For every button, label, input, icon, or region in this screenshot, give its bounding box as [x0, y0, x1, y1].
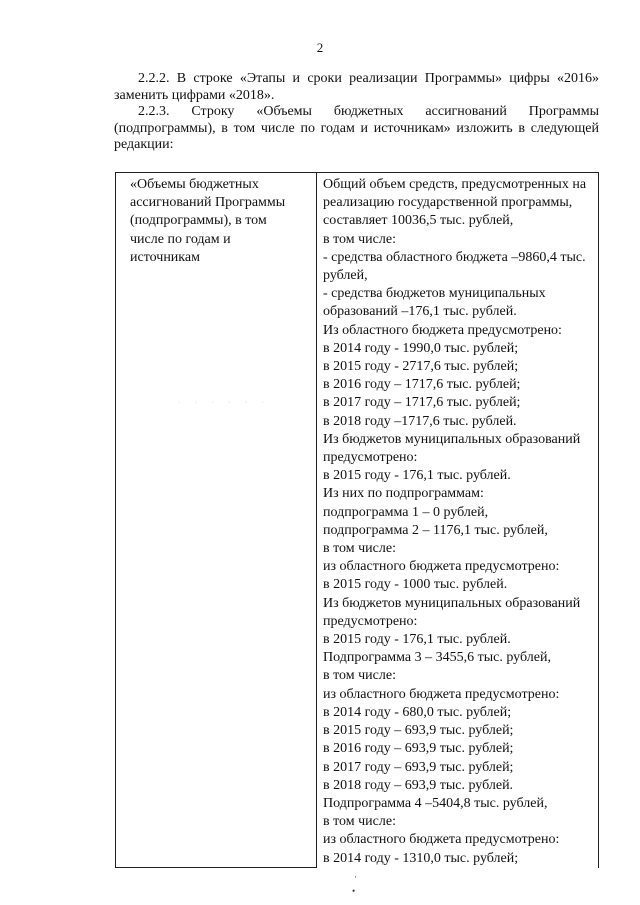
right-cell-line: в 2015 году – 693,9 тыс. рублей; [323, 723, 514, 739]
right-cell-line: в том числе: [323, 814, 396, 830]
scan-mark: · [354, 872, 357, 882]
right-cell-line: предусмотрено: [323, 613, 418, 629]
left-cell-line: ассигнований Программы [130, 195, 286, 211]
right-cell-line: подпрограмма 2 – 1176,1 тыс. рублей, [323, 522, 548, 538]
right-cell-line: из областного бюджета предусмотрено: [323, 686, 560, 702]
right-cell-line: Подпрограмма 3 – 3455,6 тыс. рублей, [323, 650, 551, 666]
right-cell-line: образований –176,1 тыс. рублей. [323, 304, 517, 320]
right-cell-line: Из областного бюджета предусмотрено: [323, 322, 562, 338]
table-right-cell [317, 173, 599, 868]
right-cell-line: в 2015 году - 176,1 тыс. рублей. [323, 632, 511, 648]
table-left-cell [116, 173, 317, 868]
right-cell-line: Из бюджетов муниципальных образований [323, 431, 581, 447]
right-cell-line: составляет 10036,5 тыс. рублей, [323, 213, 514, 229]
right-cell-line: в 2014 году - 1310,0 тыс. рублей; [323, 850, 519, 866]
right-cell-line: в том числе: [323, 668, 396, 684]
right-cell-line: предусмотрено: [323, 450, 418, 466]
right-cell-line: Общий объем средств, предусмотренных на [323, 177, 587, 192]
paragraph-2-2-3: 2.2.3. Строку «Объемы бюджетных ассигнований Программы (подпрограммы), в том числе по годам и источникам» изложить в следующей редакции: [114, 104, 599, 152]
budget-table [115, 172, 599, 868]
left-cell-line: «Объемы бюджетных [130, 177, 259, 192]
table-row [116, 173, 599, 868]
left-cell-line: (подпрограммы), в том [130, 213, 267, 229]
right-cell-line: Из бюджетов муниципальных образований [323, 595, 581, 611]
right-cell-line: в 2014 году - 680,0 тыс. рублей; [323, 704, 512, 720]
scan-mark: • [352, 886, 356, 896]
right-cell-line: в 2018 году –1717,6 тыс. рублей. [323, 413, 517, 429]
right-cell-line: в 2015 году - 2717,6 тыс. рублей; [323, 359, 519, 375]
right-cell-line: рублей, [323, 268, 368, 284]
right-cell-line: в том числе: [323, 541, 396, 557]
right-cell-line: Подпрограмма 4 –5404,8 тыс. рублей, [323, 795, 548, 811]
right-cell-line: реализацию государственной программы, [323, 195, 573, 211]
right-cell-line: в 2018 году – 693,9 тыс. рублей. [323, 777, 514, 793]
left-cell-line: источникам [130, 249, 200, 265]
right-cell-line: - средства областного бюджета –9860,4 тыс. [323, 249, 586, 265]
paragraph-2-2-2: 2.2.2. В строке «Этапы и сроки реализации Программы» цифры «2016» заменить цифрами «2018». [114, 71, 599, 103]
right-cell-line: Из них по подпрограммам: [323, 486, 484, 502]
right-cell-line: подпрограмма 1 – 0 рублей, [323, 504, 489, 520]
right-cell-line: в 2015 году - 1000 тыс. рублей. [323, 577, 508, 593]
right-cell-line: в 2015 году - 176,1 тыс. рублей. [323, 468, 511, 484]
right-cell-line: в 2016 году – 1717,6 тыс. рублей; [323, 377, 521, 393]
scan-artifact-dots: · · · · · · [178, 398, 270, 407]
right-cell-line: в 2016 году – 693,9 тыс. рублей; [323, 741, 514, 757]
page-number: 2 [316, 40, 324, 55]
left-cell-line: числе по годам и [130, 231, 231, 247]
right-cell-line: из областного бюджета предусмотрено: [323, 559, 560, 575]
right-cell-line: в 2017 году – 1717,6 тыс. рублей; [323, 395, 521, 411]
right-cell-line: в 2014 году - 1990,0 тыс. рублей; [323, 340, 519, 356]
right-cell-line: в 2017 году – 693,9 тыс. рублей; [323, 759, 514, 775]
right-cell-line: из областного бюджета предусмотрено: [323, 832, 560, 848]
right-cell-line: в том числе: [323, 231, 396, 247]
right-cell-line: - средства бюджетов муниципальных [323, 286, 546, 302]
